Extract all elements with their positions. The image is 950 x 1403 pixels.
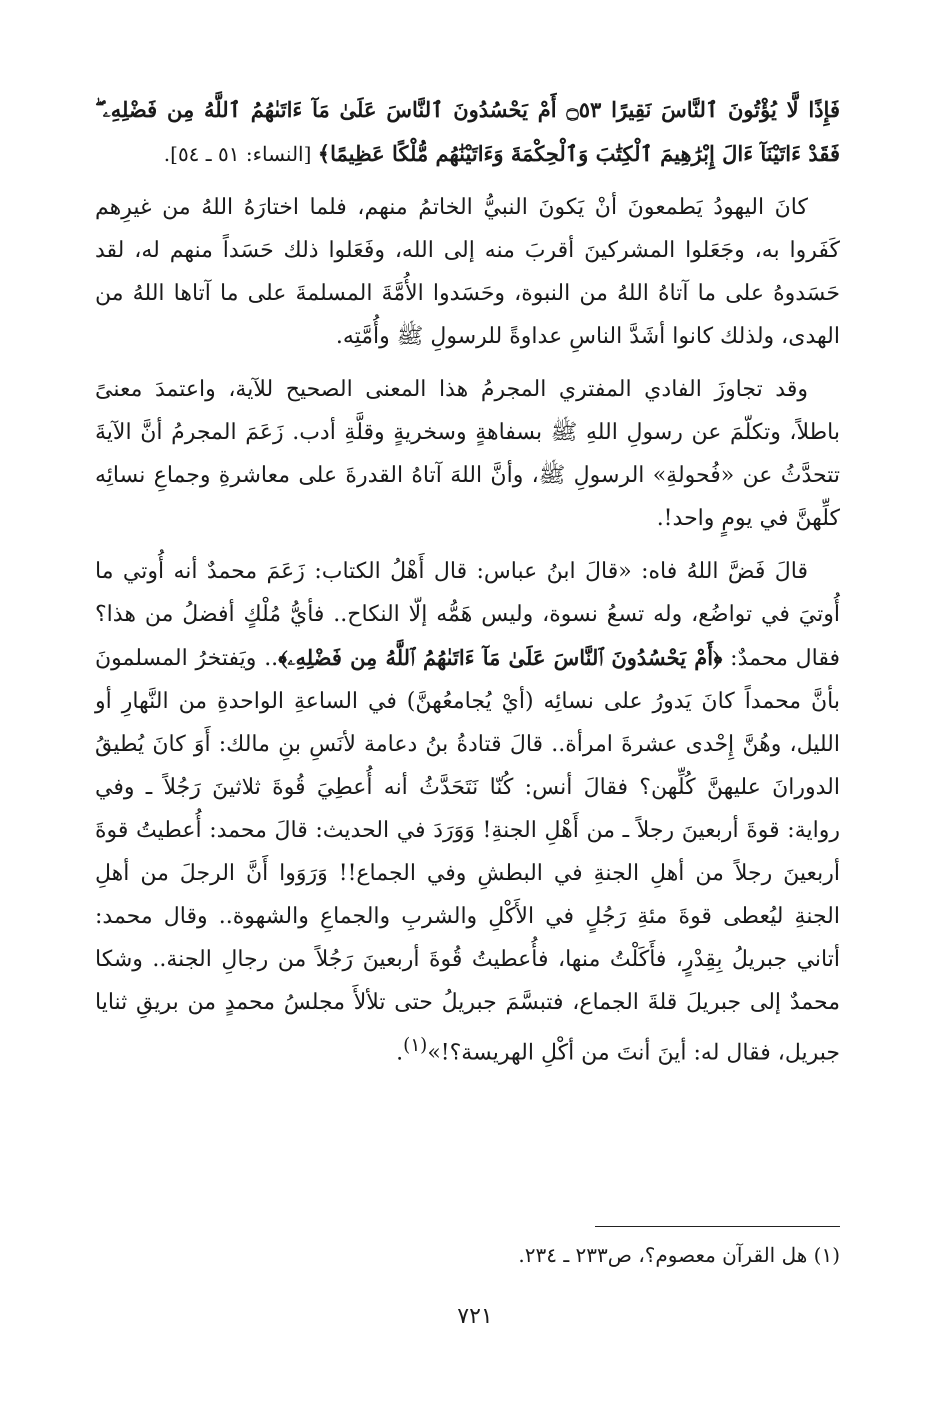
- quran-verse-inline: ﴿أَمْ يَحْسُدُونَ ٱلنَّاسَ عَلَىٰ مَآ ءَاتَىٰهُمُ ٱللَّهُ مِن فَضْلِهِۦ﴾: [278, 645, 723, 670]
- page-body: [95, 88, 840, 1074]
- footnote-marker: (١): [403, 1035, 428, 1056]
- footnote-divider: [595, 1226, 840, 1227]
- paragraph-jews-envy: كانَ اليهودُ يَطمعونَ أنْ يَكونَ النبيُّ الخاتمُ منهم، فلما اختارَهُ اللهُ من غيرِهم كَفَروا به، وجَعَلوا المشركينَ أقربَ منه إلى الله، وفَعَلوا ذلك حَسَداً منهم له، لقد حَسَدوهُ على ما آتاهُ اللهُ من النبوة، وحَسَدوا الأُمَّةَ المسلمةَ على ما آتاها اللهُ من الهدى، ولذلك كانوا أشَدَّ الناسِ عداوةً للرسولِ ﷺ وأُمَّتِه.: [95, 195, 840, 349]
- quran-verse: فَإِذًا لَّا يُؤْتُونَ ٱلنَّاسَ نَقِيرًا ۝٥٣ أَمْ يَحْسُدُونَ ٱلنَّاسَ عَلَىٰ مَآ ءَاتَىٰهُمُ ٱللَّهُ مِن فَضْلِهِۦ ۖ فَقَدْ ءَاتَيْنَآ ءَالَ إِبْرَٰهِيمَ ٱلْكِتَٰبَ وَٱلْحِكْمَةَ وَءَاتَيْنَٰهُم مُّلْكًا عَظِيمًا﴾: [95, 97, 840, 166]
- verse-reference: [النساء: ٥١ ـ ٥٤].: [163, 142, 318, 166]
- paragraph-quoted-claim: [95, 550, 840, 1074]
- paragraph-slanderer-claim: وقد تجاوزَ الفادي المفتري المجرمُ هذا المعنى الصحيح للآية، واعتمدَ معنىً باطلاً، وتكلّمَ عن رسولِ اللهِ ﷺ بسفاهةٍ وسخريةٍ وقلَّةِ أدب. زَعَمَ المجرمُ أنَّ الآيةَ تتحدَّثُ عن «فُحولةِ» الرسولِ ﷺ، وأنَّ اللهَ آتاهُ القدرةَ على معاشرةِ وجماعِ نسائِه كلِّهنَّ في يومٍ واحد!.: [95, 377, 840, 531]
- quote-text-start: قالَ فَضَّ اللهُ فاه: «قالَ ابنُ عباس: قال أَهْلُ الكتاب: زَعَمَ محمدٌ أنه أُوتي ما أُوتيَ في تواضُع، وله تسعُ نسوة، وليس هَمُّه إلّا النكاح.. فأيُّ مُلْكٍ أفضلُ من هذا؟ فقال محمدٌ:: [95, 559, 841, 671]
- page-number: ٧٢١: [457, 1304, 493, 1329]
- quote-end: .: [396, 1040, 404, 1066]
- footnote: (١) هل القرآن معصوم؟، ص٢٣٣ ـ ٢٣٤.: [518, 1243, 840, 1267]
- quran-verse-paragraph: [95, 88, 840, 176]
- quote-text-rest: .. ويَفتخرُ المسلمونَ بأنَّ محمداً كانَ يَدورُ على نسائِه (أيْ يُجامعُهنَّ) في الساعةِ الواحدةِ من النَّهارِ أو الليل، وهُنَّ إِحْدى عشرةَ امرأة.. قالَ قتادةُ بنُ دعامة لأنَسِ بنِ مالك: أَوَ كانَ يُطيقُ الدورانَ عليهنَّ كُلِّهن؟ فقالَ أنس: كُنّا نَتَحَدَّثُ أنه أُعطِيَ قُوةَ ثلاثينَ رَجُلاً ـ وفي رواية: قوةَ أربعينَ رجلاً ـ من أَهْلِ الجنةِ! وَوَرَدَ في الحديث: قالَ محمد: أُعطيتُ قوةَ أربعينَ رجلاً من أهلِ الجنةِ في البطشِ وفي الجماع!! وَرَوَوا أَنَّ الرجلَ من أهلِ الجنةِ ليُعطى قوةَ مئةِ رَجُلٍ في الأَكْلِ والشربِ والجماعِ والشهوة.. وقال محمد: أتاني جبريلُ بِقِدْرٍ، فأَكَلْتُ منها، فأُعطيتُ قُوةَ أربعينَ رَجُلاً من رجالِ الجنة.. وشكا محمدٌ إلى جبريلَ قلةَ الجماع، فتبسَّمَ جبريلُ حتى تلألأَ مجلسُ محمدٍ من بريقِ ثنايا جبريل، فقال له: أينَ أنتَ من أكْلِ الهريسة؟!»: [95, 646, 840, 1066]
